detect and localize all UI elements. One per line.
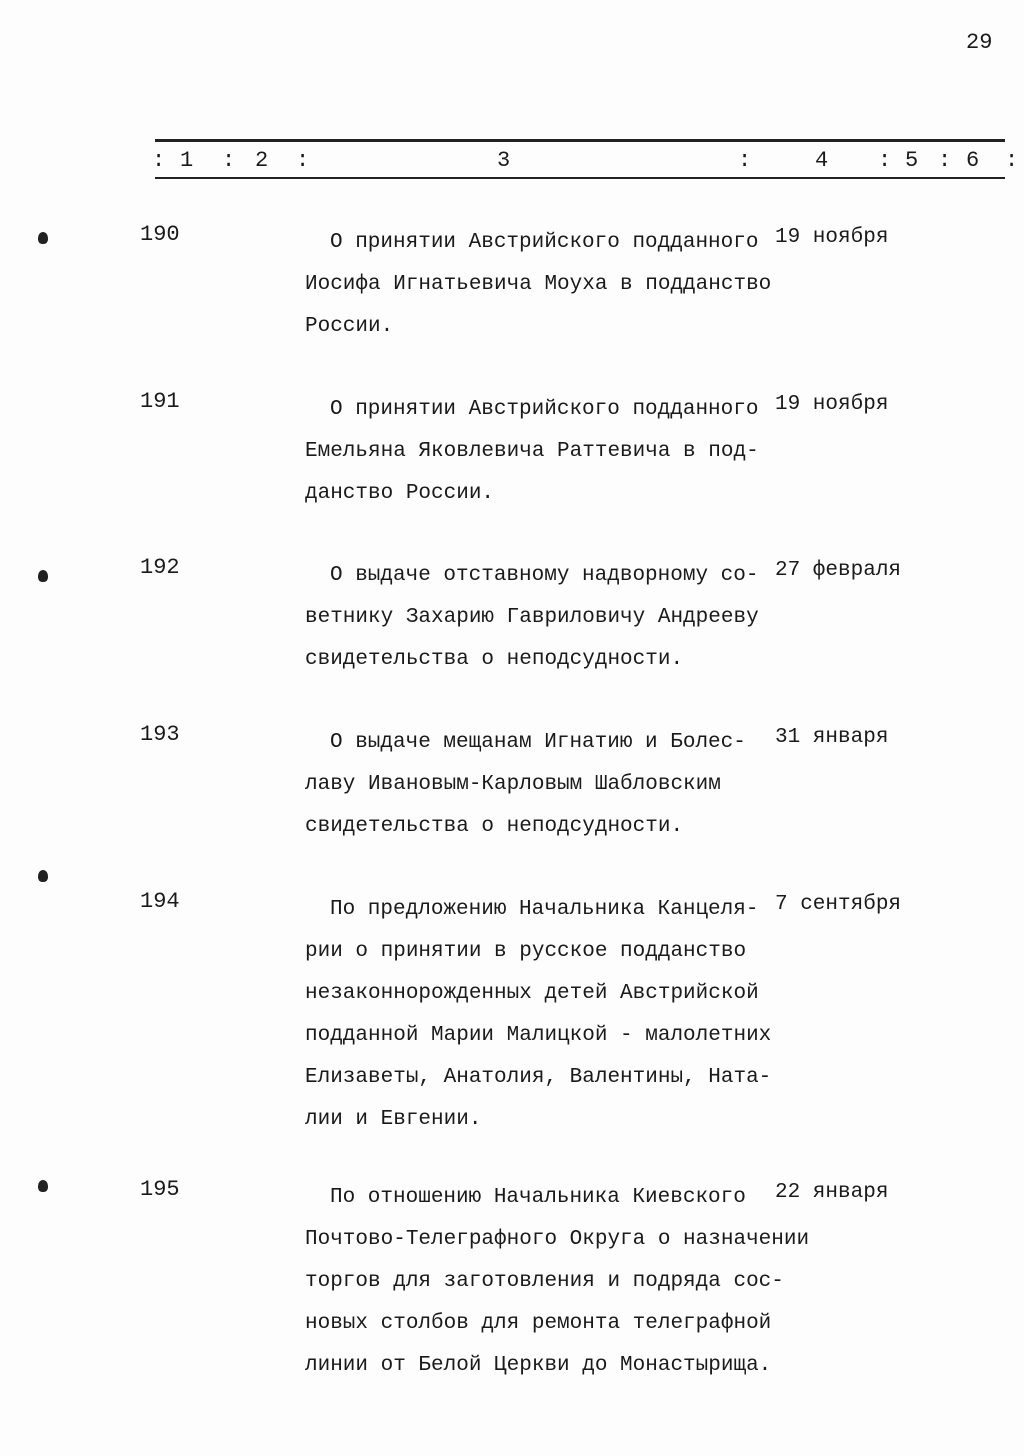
record-number: 190: [140, 222, 180, 247]
column-separator: :: [222, 148, 236, 173]
column-separator: :: [878, 148, 892, 173]
record-number: 192: [140, 555, 180, 580]
column-number: 4: [815, 148, 829, 173]
column-separator: :: [938, 148, 952, 173]
description-line: О выдаче мещанам Игнатию и Болес-: [330, 731, 746, 754]
column-separator: :: [296, 148, 310, 173]
column-number: 5: [905, 148, 919, 173]
description-line: рии о принятии в русское подданство: [305, 940, 747, 963]
record-number: 193: [140, 722, 180, 747]
record-description: [305, 722, 746, 848]
description-line: незаконнорожденных детей Австрийской: [305, 982, 759, 1005]
description-line: По отношению Начальника Киевского: [330, 1186, 746, 1209]
record-date: 31 января: [775, 726, 889, 749]
column-separator: :: [152, 148, 166, 173]
record-description: [305, 1177, 809, 1387]
column-number: 1: [180, 148, 194, 173]
page-number: 29: [966, 30, 993, 55]
description-line: Иосифа Игнатьевича Моуха в подданство: [305, 273, 772, 296]
description-line: По предложению Начальника Канцеля-: [330, 898, 759, 921]
record-date: 19 ноября: [775, 226, 889, 249]
record-description: [305, 889, 771, 1141]
header-bottom-rule: [155, 177, 1005, 179]
description-line: Емельяна Яковлевича Раттевича в под-: [305, 440, 759, 463]
punch-mark-icon: [38, 870, 48, 882]
header-top-rule: [155, 139, 1005, 142]
record-number: 195: [140, 1177, 180, 1202]
record-date: 19 ноября: [775, 393, 889, 416]
punch-mark-icon: [38, 570, 48, 582]
description-line: лаву Ивановым-Карловым Шабловским: [305, 773, 721, 796]
punch-mark-icon: [38, 232, 48, 244]
record-description: [305, 555, 759, 681]
column-number: 6: [966, 148, 980, 173]
record-date: 22 января: [775, 1181, 889, 1204]
column-number: 3: [497, 148, 511, 173]
record-date: 7 сентября: [775, 893, 902, 916]
description-line: данство России.: [305, 482, 495, 505]
description-line: торгов для заготовления и подряда сос-: [305, 1270, 784, 1293]
column-separator: :: [738, 148, 752, 173]
record-description: [305, 389, 759, 515]
record-description: [305, 222, 771, 348]
description-line: новых столбов для ремонта телеграфной: [305, 1312, 772, 1335]
description-line: свидетельства о неподсудности.: [305, 648, 684, 671]
description-line: О принятии Австрийского подданного: [330, 231, 759, 254]
description-line: подданной Марии Малицкой - малолетних: [305, 1024, 772, 1047]
description-line: О выдаче отставному надворному со-: [330, 564, 759, 587]
description-line: О принятии Австрийского подданного: [330, 398, 759, 421]
column-separator: :: [1005, 148, 1019, 173]
record-date: 27 февраля: [775, 559, 902, 582]
description-line: лии и Евгении.: [305, 1108, 482, 1131]
record-number: 194: [140, 889, 180, 914]
column-number: 2: [255, 148, 269, 173]
description-line: Елизаветы, Анатолия, Валентины, Ната-: [305, 1066, 772, 1089]
description-line: линии от Белой Церкви до Монастырища.: [305, 1354, 772, 1377]
description-line: ветнику Захарию Гавриловичу Андрееву: [305, 606, 759, 629]
description-line: Почтово-Телеграфного Округа о назначении: [305, 1228, 810, 1251]
punch-mark-icon: [38, 1180, 48, 1192]
description-line: свидетельства о неподсудности.: [305, 815, 684, 838]
record-number: 191: [140, 389, 180, 414]
description-line: России.: [305, 315, 394, 338]
